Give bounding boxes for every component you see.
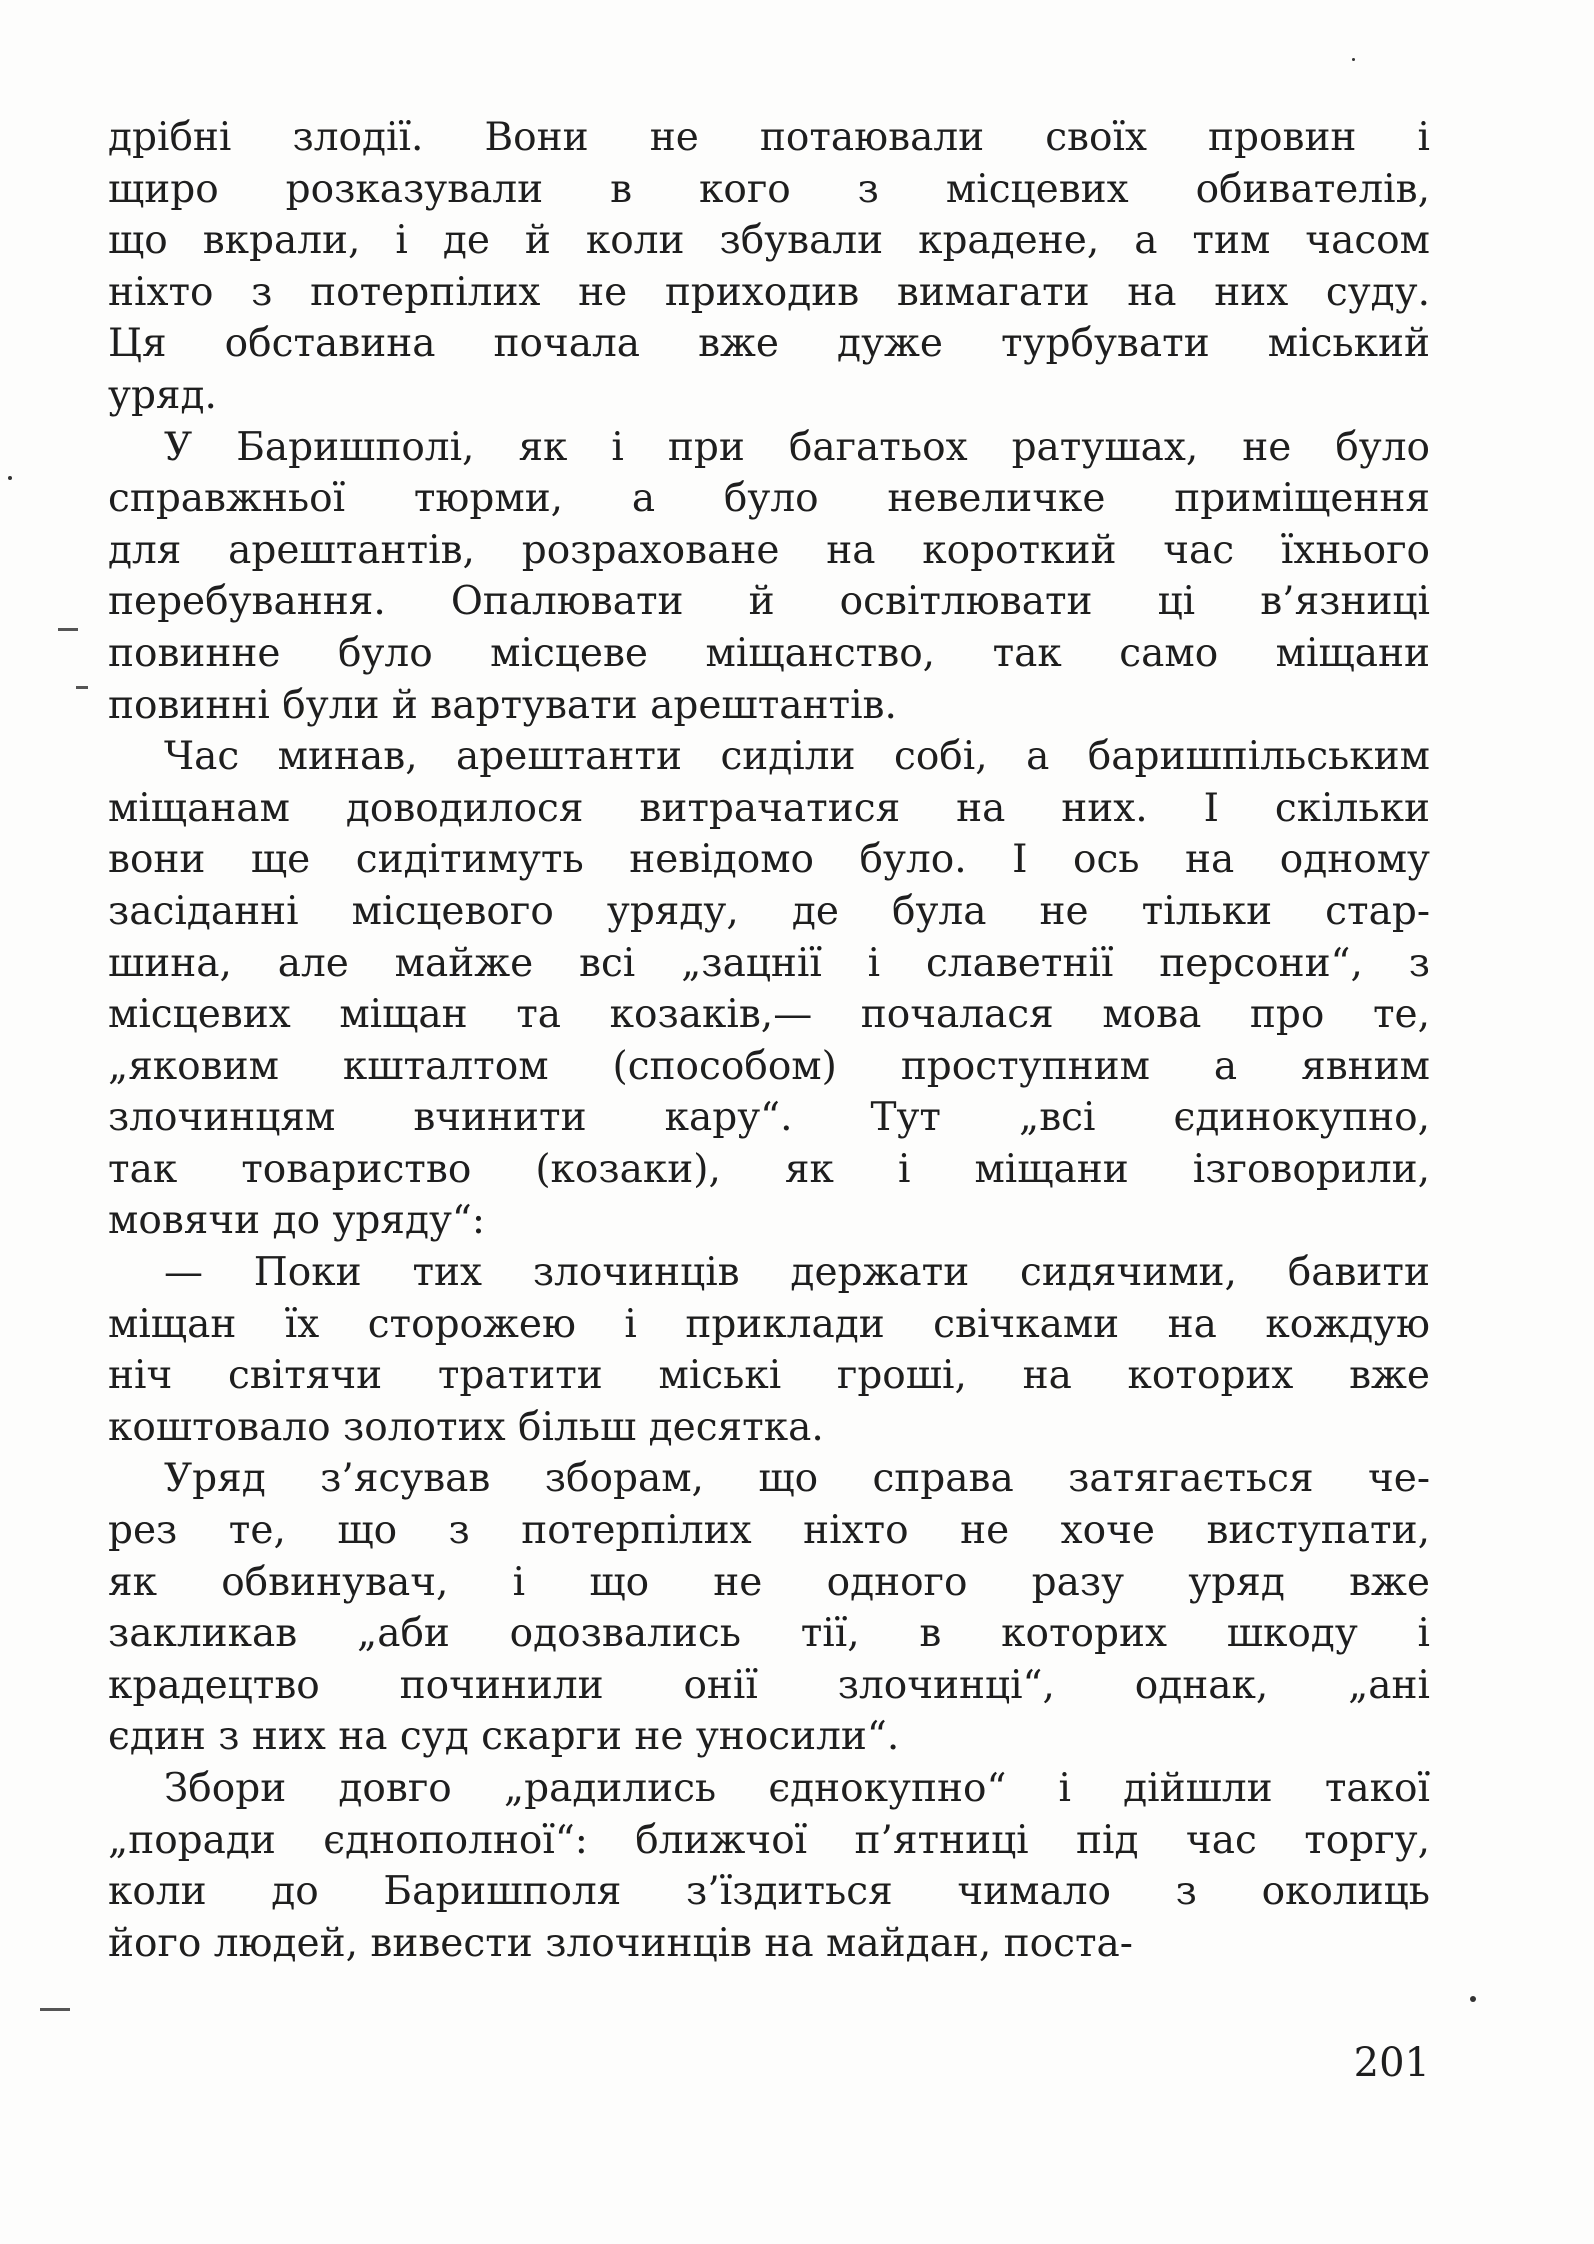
text-line: що вкрали, і де й коли збували крадене, а тим часом	[108, 218, 1430, 264]
text-line: щиро розказували в кого з місцевих обивателів,	[108, 166, 1430, 212]
text-line: злочинцям вчинити кару“. Тут „всі єдинокупно,	[108, 1095, 1430, 1141]
text-line: повинне було місцеве міщанство, так само міщани	[108, 630, 1430, 676]
text-line: шина, але майже всі „зацнії і славетнії персони“, з	[108, 940, 1430, 986]
print-speck	[1470, 1996, 1476, 2002]
text-line: закликав „аби одозвались тії, в которих шкоду і	[108, 1611, 1430, 1657]
text-line: „поради єднополної“: ближчої п’ятниці під час торгу,	[108, 1817, 1430, 1863]
text-line: ніхто з потерпілих не приходив вимагати на них суду.	[108, 269, 1430, 315]
text-line: уряд.	[108, 372, 217, 418]
text-line: місцевих міщан та козаків,— почалася мова про те,	[108, 992, 1430, 1038]
print-speck	[1352, 58, 1355, 61]
text-line: єдин з них на суд скарги не уносили“.	[108, 1714, 900, 1760]
paragraph	[108, 1247, 1430, 1453]
print-speck	[8, 476, 12, 480]
text-line: Уряд з’ясував зборам, що справа затягається че-	[164, 1456, 1430, 1502]
text-line: вони ще сидітимуть невідомо було. І ось на одному	[108, 837, 1430, 883]
text-line: Ця обставина почала вже дуже турбувати міський	[108, 321, 1430, 367]
paragraph	[108, 1763, 1430, 1969]
text-line: як обвинувач, і що не одного разу уряд вже	[108, 1559, 1430, 1605]
text-line: коли до Баришполя з’їздиться чимало з околиць	[108, 1869, 1430, 1915]
text-line: крадецтво починили онії злочинці“, однак, „ані	[108, 1662, 1430, 1708]
text-line: міщан їх сторожею і приклади свічками на кождую	[108, 1301, 1430, 1347]
text-line: Час минав, арештанти сиділи собі, а баришпільським	[164, 734, 1430, 780]
paragraph	[108, 422, 1430, 732]
text-line: міщанам доводилося витрачатися на них. І скільки	[108, 785, 1430, 831]
margin-mark	[76, 686, 88, 689]
text-line: дрібні злодії. Вони не потаювали своїх провин і	[108, 115, 1430, 160]
text-line: його людей, вивести злочинців на майдан, поста-	[108, 1920, 1133, 1966]
text-line: мовячи до уряду“:	[108, 1198, 485, 1244]
margin-mark	[40, 2008, 70, 2011]
paragraph	[108, 731, 1430, 1247]
text-line: — Поки тих злочинців держати сидячими, бавити	[164, 1250, 1430, 1296]
text-line: Збори довго „радились єднокупно“ і дійшли такої	[164, 1766, 1430, 1811]
body-text	[108, 112, 1430, 1969]
text-line: засіданні місцевого уряду, де була не тільки стар-	[108, 888, 1430, 934]
text-line: коштовало золотих більш десятка.	[108, 1404, 824, 1450]
paragraph	[108, 1453, 1430, 1763]
paragraph	[108, 112, 1430, 422]
text-line: перебування. Опалювати й освітлювати ці в’язниці	[108, 579, 1430, 625]
text-line: так товариство (козаки), як і міщани ізговорили,	[108, 1146, 1430, 1192]
text-line: рез те, що з потерпілих ніхто не хоче виступати,	[108, 1508, 1430, 1554]
text-line: справжньої тюрми, а було невеличке приміщення	[108, 476, 1430, 522]
text-line: ніч світячи тратити міські гроші, на которих вже	[108, 1353, 1430, 1399]
margin-mark	[58, 628, 78, 631]
text-line: „яковим кшталтом (способом) проступним а явним	[108, 1043, 1430, 1089]
text-line: повинні були й вартувати арештантів.	[108, 682, 897, 728]
page-number: 201	[1353, 2040, 1430, 2086]
text-line: для арештантів, розраховане на короткий час їхнього	[108, 527, 1430, 573]
text-line: У Баришполі, як і при багатьох ратушах, не було	[164, 424, 1430, 470]
